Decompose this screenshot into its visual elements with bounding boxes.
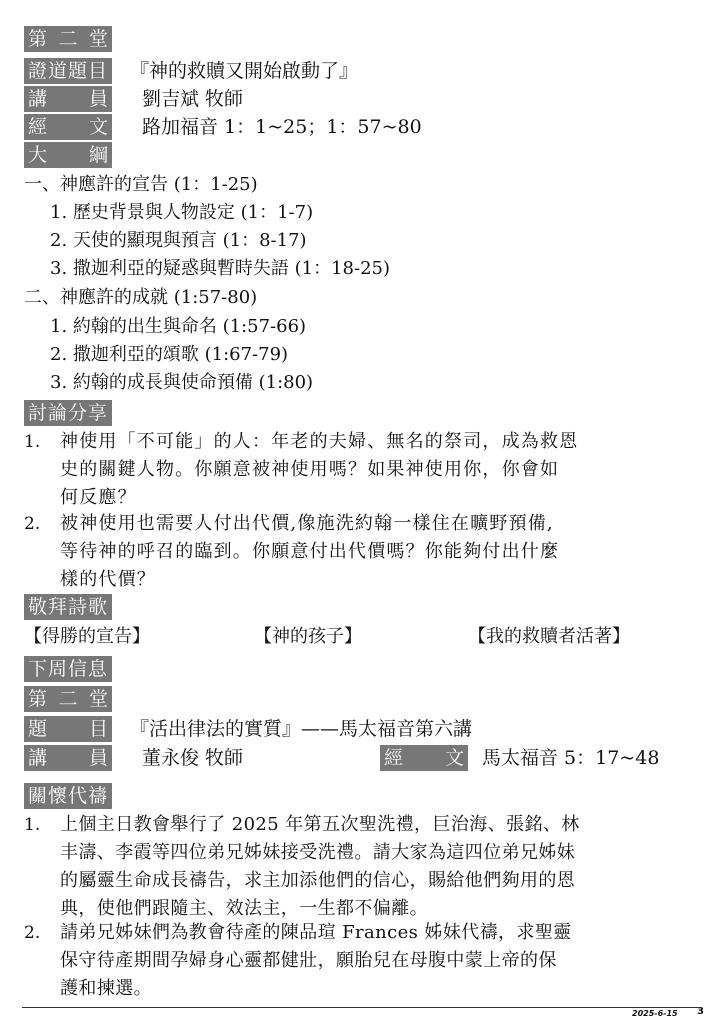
prayer-line: 丰濤、李霞等四位弟兄姊妹接受洗禮。請大家為這四位弟兄姊妹 <box>60 842 576 863</box>
hymn-title: 【得勝的宣告】 <box>24 626 150 647</box>
discussion-line: 被神使用也需要人付出代價,像施洗約翰一樣住在曠野預備, <box>60 513 554 534</box>
prayer-line: 請弟兄姊妹們為教會待產的陳品瑄 Frances 姊妹代禱，求聖靈 <box>60 922 572 943</box>
next-service-label-char: 堂 <box>88 688 108 710</box>
next-service-label-char: 第 <box>28 688 48 710</box>
scripture-label <box>24 114 112 140</box>
discussion-number: 1. <box>24 432 41 452</box>
worship-label: 敬拜詩歌 <box>24 594 112 620</box>
scripture-ref: 路加福音 1：1~25；1：57~80 <box>142 116 422 138</box>
prayer-line: 保守待產期間孕婦身心靈都健壯，願胎兒在母腹中蒙上帝的保 <box>60 950 557 971</box>
next-speaker-name: 董永俊 牧師 <box>142 747 244 769</box>
service-label-char: 堂 <box>88 28 108 50</box>
discussion-line: 史的關鍵人物。你願意被神使用嗎？如果神使用你，你會如 <box>60 459 560 480</box>
speaker-name: 劉吉斌 牧師 <box>142 88 244 110</box>
footer-divider <box>22 1007 698 1008</box>
discussion-item <box>60 510 559 594</box>
outline-heading: 一、神應許的宣告 (1：1-25) <box>24 174 258 195</box>
discussion-line: 樣的代價？ <box>60 569 156 590</box>
prayer-item <box>60 919 572 1003</box>
outline-item: 2. 天使的顯現與預言 (1：8-17) <box>50 230 307 251</box>
outline-item: 3. 撒迦利亞的疑惑與暫時失語 (1：18-25) <box>50 258 391 279</box>
outline-heading: 二、神應許的成就 (1:57-80) <box>24 287 258 308</box>
sermon-title-label: 證道題目 <box>24 58 112 84</box>
speaker-label-char: 講 <box>28 88 48 110</box>
next-topic-label-char: 目 <box>88 718 108 740</box>
discussion-label: 討論分享 <box>24 400 112 426</box>
speaker-label <box>24 86 112 112</box>
outline-item: 1. 約翰的出生與命名 (1:57-66) <box>50 316 307 337</box>
next-service-label-char: 二 <box>58 688 78 710</box>
prayer-line: 的屬靈生命成長禱告，求主加添他們的信心，賜給他們夠用的恩 <box>60 870 576 891</box>
service-label <box>24 26 112 52</box>
next-scripture-label <box>380 745 468 771</box>
page-number: 3 <box>697 1006 704 1017</box>
prayer-line: 典，使他們跟隨主、效法主，一生都不偏離。 <box>60 898 428 919</box>
next-speaker-label <box>24 745 112 771</box>
hymn-title: 【神的孩子】 <box>254 626 362 647</box>
scripture-label-char: 文 <box>88 116 108 138</box>
discussion-line: 神使用「不可能」的人：年老的夫婦、無名的祭司，成為救恩 <box>60 431 579 452</box>
next-scripture-label-char: 經 <box>384 747 404 769</box>
outline-item: 2. 撒迦利亞的頌歌 (1:67-79) <box>50 344 289 365</box>
prayer-label: 關懷代禱 <box>24 783 112 809</box>
next-scripture-ref: 馬太福音 5：17~48 <box>482 747 660 769</box>
hymn-title: 【我的救贖者活著】 <box>468 626 630 647</box>
sermon-title: 『神的救贖又開始啟動了』 <box>130 60 359 82</box>
outline-label-char: 綱 <box>88 144 108 166</box>
discussion-item <box>60 428 578 512</box>
prayer-number: 2. <box>24 923 41 943</box>
next-topic: 『活出律法的實質』——馬太福音第六講 <box>130 718 473 740</box>
scripture-label-char: 經 <box>28 116 48 138</box>
discussion-line: 等待神的呼召的臨到。你願意付出代價嗎？你能夠付出什麼 <box>60 541 560 562</box>
prayer-number: 1. <box>24 815 41 835</box>
next-topic-label <box>24 716 112 742</box>
next-week-label: 下周信息 <box>24 656 112 682</box>
speaker-label-char: 員 <box>88 88 108 110</box>
outline-label-char: 大 <box>28 144 48 166</box>
outline-item: 1. 歷史背景與人物設定 (1：1-7) <box>50 202 314 223</box>
prayer-line: 上個主日教會舉行了 2025 年第五次聖洗禮，巨治海、張銘、林 <box>60 814 580 835</box>
next-scripture-label-char: 文 <box>444 747 464 769</box>
discussion-line: 何反應？ <box>60 487 137 508</box>
service-label-char: 第 <box>28 28 48 50</box>
next-speaker-label-char: 講 <box>28 747 48 769</box>
outline-item: 3. 約翰的成長與使命預備 (1:80) <box>50 372 314 393</box>
next-speaker-label-char: 員 <box>88 747 108 769</box>
discussion-number: 2. <box>24 514 41 534</box>
service-label-char: 二 <box>58 28 78 50</box>
prayer-item <box>60 811 580 923</box>
outline-label <box>24 142 112 168</box>
next-topic-label-char: 題 <box>28 718 48 740</box>
next-service-label <box>24 686 112 712</box>
footer-date: 2025-6-15 <box>632 1009 678 1018</box>
prayer-line: 護和揀選。 <box>60 978 152 999</box>
